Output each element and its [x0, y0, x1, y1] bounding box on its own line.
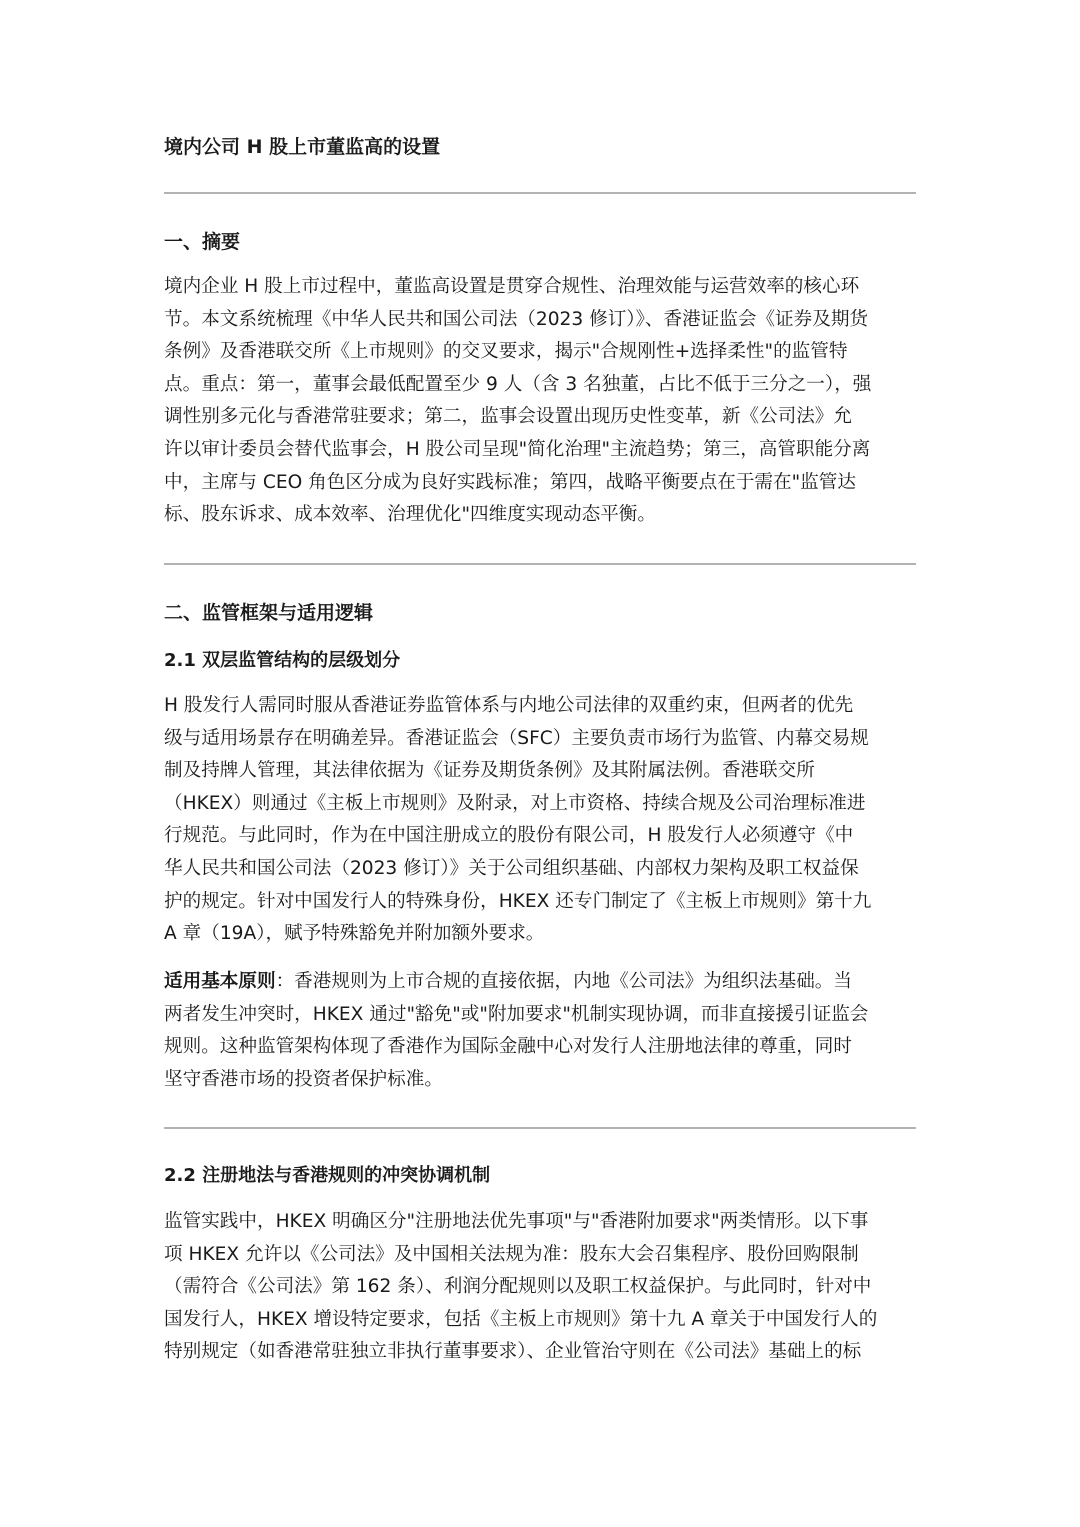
- text-line: 规则。这种监管架构体现了香港作为国际金融中心对发行人注册地法律的尊重，同时: [164, 1036, 852, 1058]
- text-line: 标、股东诉求、成本效率、治理优化"四维度实现动态平衡。: [164, 504, 656, 526]
- document-title: 境内公司 H 股上市董监高的设置: [164, 136, 441, 158]
- subsection-2-1-heading: 2.1 双层监管结构的层级划分: [164, 650, 401, 671]
- text-line: 调性别多元化与香港常驻要求；第二，监事会设置出现历史性变革，新《公司法》允: [164, 406, 852, 428]
- text-line: 护的规定。针对中国发行人的特殊身份，HKEX 还专门制定了《主板上市规则》第十九: [164, 890, 872, 912]
- text-line: 项 HKEX 允许以《公司法》及中国相关法规为准：股东大会召集程序、股份回购限制: [164, 1243, 859, 1265]
- text-line: 特别规定（如香港常驻独立非执行董事要求）、企业管治守则在《公司法》基础上的标: [164, 1341, 862, 1363]
- text-line: 国发行人，HKEX 增设特定要求，包括《主板上市规则》第十九 A 章关于中国发行人的: [164, 1308, 878, 1330]
- principle-lead: 适用基本原则: [164, 971, 276, 992]
- text-line: （需符合《公司法》第 162 条）、利润分配规则以及职工权益保护。与此同时，针对中: [164, 1276, 872, 1298]
- text-line: 制及持牌人管理，其法律依据为《证券及期货条例》及其附属法例。香港联交所: [164, 760, 815, 782]
- summary-heading: 一、摘要: [164, 231, 241, 253]
- text-line: 中，主席与 CEO 角色区分成为良好实践标准；第四，战略平衡要点在于需在"监管达: [164, 471, 856, 493]
- subsection-2-2-heading: 2.2 注册地法与香港规则的冲突协调机制: [164, 1165, 491, 1186]
- section-divider: [164, 192, 916, 194]
- text-line: 节。本文系统梳理《中华人民共和国公司法（2023 修订）》、香港证监会《证券及期货: [164, 308, 869, 330]
- text-line: 坚守香港市场的投资者保护标准。: [164, 1068, 443, 1090]
- section-divider: [164, 1127, 916, 1129]
- text-line: 监管实践中，HKEX 明确区分"注册地法优先事项"与"香港附加要求"两类情形。以下事: [164, 1211, 869, 1232]
- summary-paragraph: [164, 271, 916, 532]
- text-line: A 章（19A），赋予特殊豁免并附加额外要求。: [164, 923, 545, 945]
- text-line: 许以审计委员会替代监事会，H 股公司呈现"简化治理"主流趋势；第三，高管职能分离: [164, 438, 871, 460]
- text-line: H 股发行人需同时服从香港证券监管体系与内地公司法律的双重约束，但两者的优先: [164, 695, 854, 716]
- text-line: （HKEX）则通过《主板上市规则》及附录，对上市资格、持续合规及公司治理标准进: [164, 792, 866, 814]
- text-line: 华人民共和国公司法（2023 修订）》关于公司组织基础、内部权力架构及职工权益保: [164, 857, 859, 879]
- text-line: [164, 966, 916, 999]
- framework-heading: 二、监管框架与适用逻辑: [164, 602, 374, 624]
- principle-lead-rest: ：香港规则为上市合规的直接依据，内地《公司法》为组织法基础。当: [275, 971, 852, 992]
- text-line: 点。重点：第一，董事会最低配置至少 9 人（含 3 名独董，占比不低于三分之一），强: [164, 373, 872, 395]
- principle-paragraph: [164, 966, 916, 1096]
- subsection-2-1-paragraph: [164, 690, 916, 951]
- text-line: 行规范。与此同时，作为在中国注册成立的股份有限公司，H 股发行人必须遵守《中: [164, 825, 854, 847]
- text-line: 境内企业 H 股上市过程中，董监高设置是贯穿合规性、治理效能与运营效率的核心环: [164, 276, 860, 297]
- text-line: 条例》及香港联交所《上市规则》的交叉要求，揭示"合规刚性+选择柔性"的监管特: [164, 341, 848, 363]
- text-line: 两者发生冲突时，HKEX 通过"豁免"或"附加要求"机制实现协调，而非直接援引证监会: [164, 1003, 869, 1025]
- subsection-2-2-paragraph: [164, 1206, 916, 1369]
- text-line: 级与适用场景存在明确差异。香港证监会（SFC）主要负责市场行为监管、内幕交易规: [164, 727, 869, 749]
- section-divider: [164, 563, 916, 565]
